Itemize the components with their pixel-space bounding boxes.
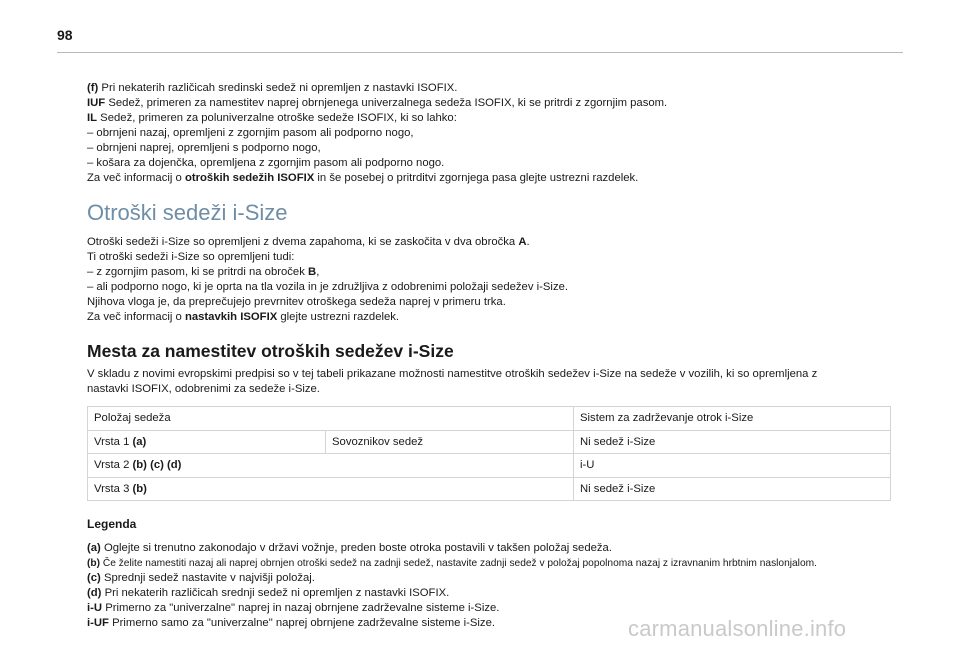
note-f (87, 81, 897, 96)
text: Vrsta 3 (94, 482, 133, 495)
paragraph (87, 235, 897, 250)
legend-text: Pri nekaterih različicah srednji sedež ni opremljen z nastavki ISOFIX. (101, 587, 450, 599)
legend-text: Sprednji sedež nastavite v najvišji položaj. (100, 572, 315, 584)
note-key: (f) (87, 82, 99, 94)
text: in še posebej o pritrditvi zgornjega pasa glejte ustrezni razdelek. (314, 172, 639, 184)
footnote-ref: (a) (132, 435, 147, 448)
text: Vrsta 1 (94, 435, 133, 448)
header-divider (57, 52, 903, 53)
legend-key: i-U (87, 602, 103, 614)
text: . (526, 236, 530, 248)
isize-seat-table (87, 406, 891, 501)
table-cell-value: i-U (574, 454, 891, 478)
isofix-reference (87, 310, 897, 325)
header-cell-position: Položaj sedeža (88, 407, 574, 431)
page-number: 98 (57, 27, 73, 43)
footnote-ref: (b) (132, 482, 147, 495)
legend-title: Legenda (87, 517, 137, 531)
text: Otroški sedeži i-Size so opremljeni z dvema zapahoma, ki se zaskočita v dva obročka (87, 236, 519, 248)
table-cell-value: Ni sedež i-Size (574, 430, 891, 454)
legend-item-iu (87, 601, 897, 616)
isofix-notes (87, 81, 897, 186)
table-header-row (88, 407, 891, 431)
legend-text: Če želite namestiti nazaj ali naprej obrnjen otroški sedež na zadnji sedež, nastavite zadnji sedež v položaj popolnoma nazaj z izravnanim hrbtnim naslonjalom. (100, 558, 817, 569)
section-title-locations: Mesta za namestitev otroških sedežev i-Size (87, 341, 454, 361)
table-row (88, 477, 891, 501)
list-item: – ali podporno nogo, ki je oprta na tla vozila in je združljiva z odobrenimi položaji sedežev i-Size. (87, 281, 569, 293)
footnote-ref: (b) (c) (d) (132, 459, 182, 472)
paragraph: Njihova vloga je, da preprečujejo prevrnitev otroškega sedeža naprej v primeru trka. (87, 296, 506, 308)
paragraph: V skladu z novimi evropskimi predpisi so v tej tabeli prikazane možnosti namestitve otroških sedežev i-Size na sedeže v vozilih, ki so opremljena z (87, 368, 818, 380)
legend-text: Oglejte si trenutno zakonodajo v državi vožnje, preden boste otroka postavili v takšen položaj sedeža. (100, 542, 612, 554)
isize-description (87, 235, 897, 325)
ring-a-label: A (518, 236, 527, 248)
legend-key: (c) (87, 572, 101, 584)
legend-key: (d) (87, 587, 102, 599)
text: , (316, 266, 320, 278)
legend-key: i-UF (87, 617, 109, 629)
table-cell-row (88, 454, 574, 478)
list-item: – obrnjeni nazaj, opremljeni z zgornjim pasom ali podporno nogo, (87, 127, 414, 139)
note-il (87, 111, 897, 126)
text: Vrsta 2 (94, 459, 133, 472)
text: Za več informacij o (87, 172, 185, 184)
isofix-link-text: nastavkih ISOFIX (184, 311, 278, 323)
legend-key: (b) (87, 558, 101, 569)
legend-item-c (87, 571, 897, 586)
table-row (88, 454, 891, 478)
table-cell-row (88, 430, 326, 454)
paragraph: Ti otroški sedeži i-Size so opremljeni tudi: (87, 251, 295, 263)
isofix-reference (87, 171, 897, 186)
legend-item-a (87, 541, 897, 556)
legend-item-b (87, 556, 897, 571)
text: Za več informacij o (87, 311, 185, 323)
list-item: – košara za dojenčka, opremljena z zgornjim pasom ali podporno nogo. (87, 157, 445, 169)
table-cell-seat: Sovoznikov sedež (326, 430, 574, 454)
page-content (87, 81, 897, 631)
header-cell-system: Sistem za zadrževanje otrok i-Size (574, 407, 891, 431)
paragraph: nastavki ISOFIX, odobrenimi za sedeže i-Size. (87, 383, 320, 395)
note-key: IL (87, 112, 98, 124)
note-text: Pri nekaterih različicah sredinski sedež ni opremljen z nastavki ISOFIX. (98, 82, 458, 94)
note-text: Sedež, primeren za poluniverzalne otroške sedeže ISOFIX, ki so lahko: (97, 112, 457, 124)
legend-item-d (87, 586, 897, 601)
table-cell-value: Ni sedež i-Size (574, 477, 891, 501)
text: glejte ustrezni razdelek. (277, 311, 400, 323)
note-key: IUF (87, 97, 106, 109)
watermark: carmanualsonline.info (628, 616, 847, 641)
note-text: Sedež, primeren za namestitev naprej obrnjenega univerzalnega sedeža ISOFIX, ki se pritrdi z zgornjim pasom. (105, 97, 668, 109)
list-item (87, 265, 897, 280)
text: – z zgornjim pasom, ki se pritrdi na obroček (87, 266, 309, 278)
table-row (88, 430, 891, 454)
note-iuf (87, 96, 897, 111)
section-title-isize: Otroški sedeži i-Size (87, 200, 288, 225)
list-item: – obrnjeni naprej, opremljeni s podporno nogo, (87, 142, 321, 154)
table-cell-row (88, 477, 574, 501)
ring-b-label: B (308, 266, 317, 278)
isofix-link-text: otroških sedežih ISOFIX (184, 172, 315, 184)
legend-text: Primerno samo za "univerzalne" naprej obrnjene zadrževalne sisteme i-Size. (108, 617, 495, 629)
legend-key: (a) (87, 542, 101, 554)
legend-text: Primerno za "univerzalne" naprej in nazaj obrnjene zadrževalne sisteme i-Size. (102, 602, 500, 614)
